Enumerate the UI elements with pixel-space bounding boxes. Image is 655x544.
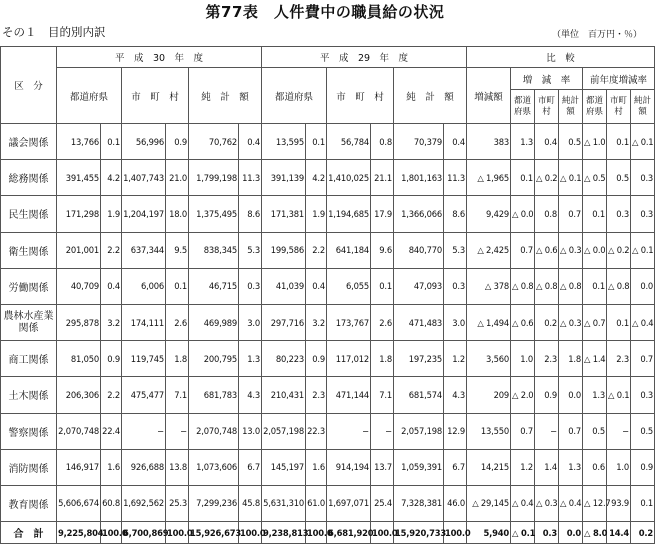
cell-pref30r: 0.4 (101, 268, 122, 304)
cell-city29r: 25.4 (371, 485, 394, 521)
cell-net29: 471,483 (394, 304, 444, 340)
cell-pref29r: 1.9 (306, 196, 327, 232)
cell-city30r: 0.9 (166, 124, 189, 160)
cell-pref29r: 3.2 (306, 304, 327, 340)
header-pref-30: 都道府県 (57, 68, 122, 124)
cell-net29r: 6.7 (444, 449, 467, 485)
cell-city29r: 100.0 (371, 522, 394, 544)
cell-pp: 0.5 (583, 413, 607, 449)
cell-rn: 0.7 (559, 196, 583, 232)
row-label: 教育関係 (1, 485, 57, 521)
cell-pref30r: 0.1 (101, 124, 122, 160)
cell-pref30r: 4.2 (101, 160, 122, 196)
cell-pref30: 40,709 (57, 268, 101, 304)
cell-city30: 6,006 (122, 268, 166, 304)
cell-diff: 209 (467, 377, 511, 413)
cell-pp: △ 1.0 (583, 124, 607, 160)
cell-pn: 0.9 (631, 449, 655, 485)
cell-diff: △ 1,965 (467, 160, 511, 196)
row-label: 総務関係 (1, 160, 57, 196)
cell-pref30: 146,917 (57, 449, 101, 485)
cell-diff: 3,560 (467, 341, 511, 377)
row-label: 合 計 (1, 522, 57, 544)
cell-pref29: 297,716 (262, 304, 306, 340)
cell-city29r: 0.1 (371, 268, 394, 304)
cell-pref30r: 0.9 (101, 341, 122, 377)
cell-city29: 1,410,025 (327, 160, 371, 196)
cell-city30: 926,688 (122, 449, 166, 485)
cell-net30: 70,762 (189, 124, 239, 160)
header-pref-29: 都道府県 (262, 68, 327, 124)
cell-net30: 1,073,606 (189, 449, 239, 485)
cell-diff: 13,550 (467, 413, 511, 449)
cell-pref30r: 1.9 (101, 196, 122, 232)
table-row (1, 232, 655, 268)
cell-city30r: 9.5 (166, 232, 189, 268)
cell-city29r: 13.7 (371, 449, 394, 485)
header-rate: 増 減 率 (511, 68, 583, 90)
cell-rp: 0.7 (511, 232, 535, 268)
cell-diff: △ 1,494 (467, 304, 511, 340)
row-label: 議会関係 (1, 124, 57, 160)
row-label: 衛生関係 (1, 232, 57, 268)
cell-net29: 197,235 (394, 341, 444, 377)
cell-pref30r: 1.6 (101, 449, 122, 485)
cell-city30: 1,692,562 (122, 485, 166, 521)
cell-rp: 1.3 (511, 124, 535, 160)
cell-city29r: 9.6 (371, 232, 394, 268)
cell-pref29r: 100.0 (306, 522, 327, 544)
cell-city30: 174,111 (122, 304, 166, 340)
cell-rn: 1.3 (559, 449, 583, 485)
cell-city29r: − (371, 413, 394, 449)
cell-rc: 2.3 (535, 341, 559, 377)
cell-diff: △ 29,145 (467, 485, 511, 521)
cell-pc: △ 0.8 (607, 268, 631, 304)
cell-pp: △ 0.5 (583, 160, 607, 196)
cell-net30r: 13.0 (239, 413, 262, 449)
cell-net29r: 1.2 (444, 341, 467, 377)
cell-pc: 0.1 (607, 304, 631, 340)
cell-pref30: 295,878 (57, 304, 101, 340)
cell-pref29r: 0.9 (306, 341, 327, 377)
cell-pref29: 5,631,310 (262, 485, 306, 521)
cell-pn: 0.7 (631, 341, 655, 377)
cell-city29r: 17.9 (371, 196, 394, 232)
table-row (1, 196, 655, 232)
cell-pref30r: 22.4 (101, 413, 122, 449)
cell-pref29: 171,381 (262, 196, 306, 232)
cell-diff: 5,940 (467, 522, 511, 544)
cell-net29: 47,093 (394, 268, 444, 304)
cell-rn: △ 0.1 (559, 160, 583, 196)
header-city-30: 市 町 村 (122, 68, 189, 124)
cell-rc: 0.8 (535, 196, 559, 232)
cell-rp: 0.7 (511, 413, 535, 449)
cell-net29r: 0.3 (444, 268, 467, 304)
cell-pp: 0.6 (583, 449, 607, 485)
cell-pref29: 210,431 (262, 377, 306, 413)
cell-pc: 0.5 (607, 160, 631, 196)
unit-note: （単位 百万円・％） (551, 30, 642, 40)
table-row (1, 304, 655, 340)
cell-pref29: 13,595 (262, 124, 306, 160)
cell-net30: 7,299,236 (189, 485, 239, 521)
header-net-29: 純 計 額 (394, 68, 467, 124)
cell-pref30: 5,606,674 (57, 485, 101, 521)
cell-pc: 93.9 (607, 485, 631, 521)
cell-pref29r: 2.3 (306, 377, 327, 413)
cell-rn: 1.8 (559, 341, 583, 377)
cell-net29r: 46.0 (444, 485, 467, 521)
cell-net29: 840,770 (394, 232, 444, 268)
cell-pref30: 13,766 (57, 124, 101, 160)
cell-city30r: 2.6 (166, 304, 189, 340)
cell-pp: △ 1.4 (583, 341, 607, 377)
cell-rn: △ 0.3 (559, 232, 583, 268)
cell-city30r: 1.8 (166, 341, 189, 377)
cell-pref29r: 1.6 (306, 449, 327, 485)
cell-net30: 2,070,748 (189, 413, 239, 449)
row-label: 消防関係 (1, 449, 57, 485)
cell-rn: 0.0 (559, 522, 583, 544)
cell-net29r: 8.6 (444, 196, 467, 232)
cell-net29: 7,328,381 (394, 485, 444, 521)
cell-rc: 0.3 (535, 522, 559, 544)
cell-net30r: 1.3 (239, 341, 262, 377)
cell-net30r: 11.3 (239, 160, 262, 196)
cell-pp: 0.1 (583, 268, 607, 304)
cell-city30: 637,344 (122, 232, 166, 268)
cell-city29r: 21.1 (371, 160, 394, 196)
cell-rp: △ 0.4 (511, 485, 535, 521)
cell-pref30: 391,455 (57, 160, 101, 196)
cell-pref29r: 0.4 (306, 268, 327, 304)
cell-rp: 0.1 (511, 160, 535, 196)
header-rate-pref: 都道府県 (511, 90, 535, 124)
cell-pref29: 145,197 (262, 449, 306, 485)
cell-rc: 1.4 (535, 449, 559, 485)
cell-city30: − (122, 413, 166, 449)
cell-net30r: 5.3 (239, 232, 262, 268)
cell-net29r: 3.0 (444, 304, 467, 340)
cell-rc: △ 0.3 (535, 485, 559, 521)
header-prev-city: 市町村 (607, 90, 631, 124)
cell-pref30r: 2.2 (101, 377, 122, 413)
cell-pc: 2.3 (607, 341, 631, 377)
cell-pref30r: 100.0 (101, 522, 122, 544)
cell-city29: 1,697,071 (327, 485, 371, 521)
cell-pref30: 201,001 (57, 232, 101, 268)
cell-diff: △ 2,425 (467, 232, 511, 268)
cell-net30r: 6.7 (239, 449, 262, 485)
cell-city30: 56,996 (122, 124, 166, 160)
cell-pp: 1.3 (583, 377, 607, 413)
cell-pc: 1.0 (607, 449, 631, 485)
row-label: 警察関係 (1, 413, 57, 449)
cell-net30: 1,799,198 (189, 160, 239, 196)
row-label: 土木関係 (1, 377, 57, 413)
cell-rp: △ 0.8 (511, 268, 535, 304)
header-rate-city: 市町村 (535, 90, 559, 124)
cell-rn: △ 0.3 (559, 304, 583, 340)
header-diff: 増減額 (467, 68, 511, 124)
cell-city29r: 1.8 (371, 341, 394, 377)
cell-rp: 1.0 (511, 341, 535, 377)
cell-city29r: 0.8 (371, 124, 394, 160)
cell-net29r: 5.3 (444, 232, 467, 268)
cell-diff: 9,429 (467, 196, 511, 232)
table-body (1, 124, 655, 544)
cell-pref29r: 4.2 (306, 160, 327, 196)
table-row (1, 485, 655, 521)
salary-table (0, 46, 655, 544)
cell-city29: 914,194 (327, 449, 371, 485)
cell-net30: 469,989 (189, 304, 239, 340)
cell-net29: 2,057,198 (394, 413, 444, 449)
cell-rp: △ 0.1 (511, 522, 535, 544)
cell-pn: △ 0.1 (631, 124, 655, 160)
cell-pref29: 199,586 (262, 232, 306, 268)
header-h30: 平 成 30 年 度 (57, 47, 262, 68)
cell-pn: △ 0.1 (631, 232, 655, 268)
table-row (1, 522, 655, 544)
cell-pn: 0.0 (631, 268, 655, 304)
cell-pref29r: 0.1 (306, 124, 327, 160)
cell-pref30: 2,070,748 (57, 413, 101, 449)
cell-net29r: 4.3 (444, 377, 467, 413)
cell-net30r: 0.3 (239, 268, 262, 304)
cell-rc: 0.2 (535, 304, 559, 340)
cell-diff: 383 (467, 124, 511, 160)
cell-net30: 200,795 (189, 341, 239, 377)
cell-pn: 0.3 (631, 196, 655, 232)
cell-pp: 0.1 (583, 196, 607, 232)
cell-net29: 1,366,066 (394, 196, 444, 232)
cell-city30r: 0.1 (166, 268, 189, 304)
cell-pp: △ 8.0 (583, 522, 607, 544)
cell-city29: − (327, 413, 371, 449)
cell-city29r: 2.6 (371, 304, 394, 340)
cell-pref29r: 61.0 (306, 485, 327, 521)
cell-net30r: 3.0 (239, 304, 262, 340)
row-label: 農林水産業関係 (1, 304, 57, 340)
cell-net29r: 12.9 (444, 413, 467, 449)
cell-city30: 1,407,743 (122, 160, 166, 196)
cell-rc: △ 0.8 (535, 268, 559, 304)
cell-city29: 641,184 (327, 232, 371, 268)
cell-pref29r: 22.3 (306, 413, 327, 449)
cell-pn: 0.5 (631, 413, 655, 449)
cell-rn: △ 0.8 (559, 268, 583, 304)
cell-net30r: 4.3 (239, 377, 262, 413)
cell-rn: △ 0.4 (559, 485, 583, 521)
cell-pn: 0.2 (631, 522, 655, 544)
cell-city30r: 25.3 (166, 485, 189, 521)
cell-city30r: 100.0 (166, 522, 189, 544)
cell-city29: 6,055 (327, 268, 371, 304)
cell-pref30: 9,225,804 (57, 522, 101, 544)
cell-pp: △ 0.7 (583, 304, 607, 340)
table-row (1, 341, 655, 377)
header-hikaku: 比 較 (467, 47, 655, 68)
header-prev-net: 純計額 (631, 90, 655, 124)
cell-city29: 173,767 (327, 304, 371, 340)
cell-pref29: 80,223 (262, 341, 306, 377)
cell-pref30: 171,298 (57, 196, 101, 232)
cell-rn: 0.7 (559, 413, 583, 449)
cell-net29: 70,379 (394, 124, 444, 160)
cell-net30: 838,345 (189, 232, 239, 268)
cell-rc: − (535, 413, 559, 449)
cell-pc: − (607, 413, 631, 449)
page-title: 第77表 人件費中の職員給の状況 (205, 3, 445, 21)
table-row (1, 377, 655, 413)
cell-rc: 0.9 (535, 377, 559, 413)
cell-rp: △ 2.0 (511, 377, 535, 413)
cell-pref30r: 2.2 (101, 232, 122, 268)
cell-pc: △ 0.1 (607, 377, 631, 413)
cell-rp: 1.2 (511, 449, 535, 485)
cell-city29: 1,194,685 (327, 196, 371, 232)
cell-city29: 117,012 (327, 341, 371, 377)
cell-rc: △ 0.2 (535, 160, 559, 196)
header-net-30: 純 計 額 (189, 68, 262, 124)
header-city-29: 市 町 村 (327, 68, 394, 124)
cell-diff: △ 378 (467, 268, 511, 304)
subtitle: その１ 目的別内訳 (2, 25, 106, 39)
table-row (1, 124, 655, 160)
cell-city29: 6,681,920 (327, 522, 371, 544)
cell-pc: 0.3 (607, 196, 631, 232)
cell-pref29: 41,039 (262, 268, 306, 304)
cell-net30: 46,715 (189, 268, 239, 304)
cell-pn: 0.3 (631, 377, 655, 413)
cell-net29r: 0.4 (444, 124, 467, 160)
cell-net29: 1,059,391 (394, 449, 444, 485)
header-rate-net: 純計額 (559, 90, 583, 124)
cell-rp: △ 0.6 (511, 304, 535, 340)
cell-rc: 0.4 (535, 124, 559, 160)
cell-net30r: 100.0 (239, 522, 262, 544)
row-label: 民生関係 (1, 196, 57, 232)
cell-pc: 0.1 (607, 124, 631, 160)
cell-pn: 0.3 (631, 160, 655, 196)
header-h29: 平 成 29 年 度 (262, 47, 467, 68)
cell-rp: △ 0.0 (511, 196, 535, 232)
cell-net30: 1,375,495 (189, 196, 239, 232)
cell-diff: 14,215 (467, 449, 511, 485)
table-row (1, 413, 655, 449)
cell-city29: 471,144 (327, 377, 371, 413)
cell-city30: 1,204,197 (122, 196, 166, 232)
row-label: 商工関係 (1, 341, 57, 377)
cell-city29r: 7.1 (371, 377, 394, 413)
cell-pref29: 9,238,813 (262, 522, 306, 544)
cell-net29r: 100.0 (444, 522, 467, 544)
cell-pc: 14.4 (607, 522, 631, 544)
cell-pn: △ 0.4 (631, 304, 655, 340)
cell-city30: 475,477 (122, 377, 166, 413)
cell-net30: 15,926,673 (189, 522, 239, 544)
cell-rc: △ 0.6 (535, 232, 559, 268)
table-row (1, 160, 655, 196)
cell-pref29: 2,057,198 (262, 413, 306, 449)
cell-pp: △ 0.0 (583, 232, 607, 268)
cell-city30r: 7.1 (166, 377, 189, 413)
cell-pref30r: 60.8 (101, 485, 122, 521)
cell-net29r: 11.3 (444, 160, 467, 196)
cell-net29: 681,574 (394, 377, 444, 413)
header-prev-rate: 前年度増減率 (583, 68, 655, 90)
cell-pref30: 206,306 (57, 377, 101, 413)
row-label: 労働関係 (1, 268, 57, 304)
table-row (1, 449, 655, 485)
cell-pref30r: 3.2 (101, 304, 122, 340)
cell-net29: 15,920,733 (394, 522, 444, 544)
cell-city30r: 13.8 (166, 449, 189, 485)
header-kubun: 区 分 (1, 47, 57, 124)
cell-net29: 1,801,163 (394, 160, 444, 196)
header-prev-pref: 都道府県 (583, 90, 607, 124)
cell-pref30: 81,050 (57, 341, 101, 377)
cell-pp: △ 12.7 (583, 485, 607, 521)
cell-net30r: 45.8 (239, 485, 262, 521)
cell-net30r: 0.4 (239, 124, 262, 160)
cell-net30r: 8.6 (239, 196, 262, 232)
cell-city30: 119,745 (122, 341, 166, 377)
cell-city30r: 21.0 (166, 160, 189, 196)
cell-pn: 0.1 (631, 485, 655, 521)
cell-city30: 6,700,869 (122, 522, 166, 544)
cell-rn: 0.5 (559, 124, 583, 160)
cell-pc: △ 0.2 (607, 232, 631, 268)
cell-rn: 0.0 (559, 377, 583, 413)
cell-city29: 56,784 (327, 124, 371, 160)
cell-pref29r: 2.2 (306, 232, 327, 268)
cell-net30: 681,783 (189, 377, 239, 413)
cell-city30r: 18.0 (166, 196, 189, 232)
table-row (1, 268, 655, 304)
cell-pref29: 391,139 (262, 160, 306, 196)
cell-city30r: − (166, 413, 189, 449)
